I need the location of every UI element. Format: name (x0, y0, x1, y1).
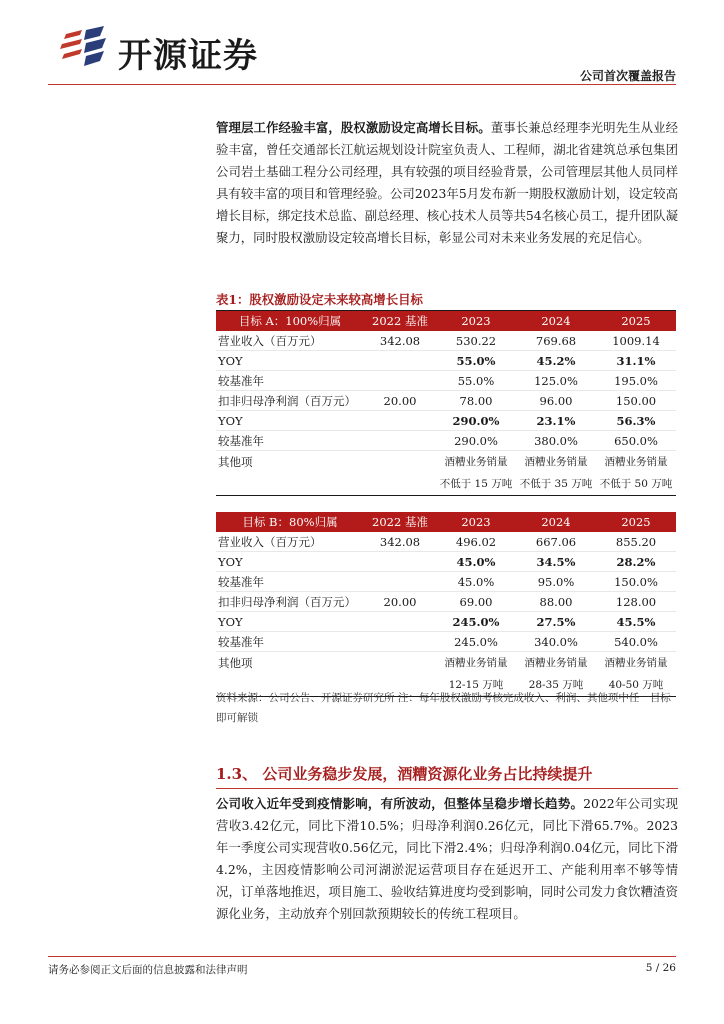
table-cell: 20.00 (364, 592, 436, 612)
table-cell: 45.0% (436, 552, 516, 572)
table-cell: 28.2% (596, 552, 676, 572)
table-row (216, 592, 676, 612)
table-header-cell: 2023 (436, 512, 516, 532)
brand-logo (56, 24, 266, 76)
cell-line: 不低于 15 万吨 (439, 478, 513, 490)
table-cell (364, 351, 436, 371)
table-cell: 扣非归母净利润（百万元） (216, 391, 364, 411)
table-cell: 150.00 (596, 391, 676, 411)
section-body: 2022年公司实现营收3.42亿元，同比下滑10.5%；归母净利润0.26亿元，同比下滑65.7%。2023年一季度公司实现营收0.56亿元，同比下滑2.4%；归母净利润0.04亿元，同比下滑4.2%，主因疫情影响公司河湖淤泥运营项目存在延迟开工、产能利用率不够等情况，订单落地推迟，项目施工、验收结算进度均受到影响，同时公司发力食饮糟渣资源化业务，主动放弃个别回款预期较长的传统工程项目。 (216, 796, 678, 921)
table-cell: 其他项 (216, 652, 364, 697)
table-cell: 667.06 (516, 532, 596, 552)
table-cell (516, 451, 596, 496)
table-cell (364, 451, 436, 496)
table-row (216, 351, 676, 371)
table-cell: 380.0% (516, 431, 596, 451)
table-row (216, 632, 676, 652)
brand-mark-icon (56, 24, 112, 68)
table-cell: 20.00 (364, 391, 436, 411)
table-source-note: 资料来源：公司公告、开源证券研究所 注：每年股权激励考核完成收入、利润、其他项中任一目标即可解锁 (216, 692, 671, 724)
table-cell (364, 612, 436, 632)
table-cell: 56.3% (596, 411, 676, 431)
table-header-cell: 2025 (596, 311, 676, 331)
table-header-cell: 目标 B：80%归属 (216, 512, 364, 532)
section-paragraph (216, 793, 678, 925)
cell-line: 酒糟业务销量 (444, 657, 508, 669)
table-cell: 342.08 (364, 532, 436, 552)
table-cell: 290.0% (436, 431, 516, 451)
footer-disclaimer: 请务必参阅正文后面的信息披露和法律声明 (48, 964, 248, 976)
table-row (216, 572, 676, 592)
table-row (216, 532, 676, 552)
table-cell: 540.0% (596, 632, 676, 652)
target-b-table (216, 512, 676, 697)
table-cell: 290.0% (436, 411, 516, 431)
table-cell: 45.2% (516, 351, 596, 371)
intro-body: 董事长兼总经理李光明先生从业经验丰富，曾任交通部长江航运规划设计院室负责人、工程师，湖北省建筑总承包集团公司岩土基础工程分公司经理，具有较强的项目经验背景，公司管理层其他人员同样具有较丰富的项目和管理经验。公司2023年5月发布新一期股权激励计划，设定较高增长目标，绑定技术总监、副总经理、核心技术人员等共54名核心员工，提升团队凝聚力，同时股权激励设定较高增长目标，彰显公司对未来业务发展的充足信心。 (216, 120, 679, 245)
cell-line: 酒糟业务销量 (604, 657, 668, 669)
section-lead: 公司收入近年受到疫情影响，有所波动，但整体呈稳步增长趋势。 (216, 796, 584, 811)
table-cell (596, 451, 676, 496)
table-cell: 营业收入（百万元） (216, 532, 364, 552)
table-cell: 88.00 (516, 592, 596, 612)
table-cell: 较基准年 (216, 632, 364, 652)
table-cell (436, 451, 516, 496)
cell-line: 28-35 万吨 (528, 679, 584, 691)
table-header-cell: 2025 (596, 512, 676, 532)
table-cell: YOY (216, 612, 364, 632)
table-cell: 245.0% (436, 632, 516, 652)
table-cell: 530.22 (436, 331, 516, 351)
table-header-row (216, 311, 676, 331)
table-cell: 769.68 (516, 331, 596, 351)
table-title: 表1：股权激励设定未来较高增长目标 (216, 292, 423, 307)
table-cell: 34.5% (516, 552, 596, 572)
table-cell: 340.0% (516, 632, 596, 652)
table-cell (364, 431, 436, 451)
intro-paragraph (216, 117, 678, 249)
table-cell: 其他项 (216, 451, 364, 496)
table-row (216, 411, 676, 431)
table-cell: 1009.14 (596, 331, 676, 351)
header-divider (48, 84, 676, 85)
table-cell: 较基准年 (216, 371, 364, 391)
table-cell (364, 632, 436, 652)
table-header-cell: 2024 (516, 311, 596, 331)
table-cell: 69.00 (436, 592, 516, 612)
table-row (216, 391, 676, 411)
table-header-cell: 2023 (436, 311, 516, 331)
table-row (216, 331, 676, 351)
page-header (0, 0, 724, 90)
report-type: 公司首次覆盖报告 (579, 69, 676, 83)
table-header-cell: 目标 A：100%归属 (216, 311, 364, 331)
table-cell: 150.0% (596, 572, 676, 592)
table-cell (364, 552, 436, 572)
cell-line: 酒糟业务销量 (524, 456, 588, 468)
table-cell: 95.0% (516, 572, 596, 592)
table-cell (364, 411, 436, 431)
table-row (216, 552, 676, 572)
brand-name: 开源证券 (118, 36, 258, 76)
intro-lead: 管理层工作经验丰富，股权激励设定高增长目标。 (216, 120, 491, 135)
table-cell: 27.5% (516, 612, 596, 632)
table-cell: 45.5% (596, 612, 676, 632)
table-cell: 较基准年 (216, 572, 364, 592)
section-divider (216, 788, 678, 789)
table-cell: 营业收入（百万元） (216, 331, 364, 351)
table-header-row (216, 512, 676, 532)
table-cell: 45.0% (436, 572, 516, 592)
cell-line: 12-15 万吨 (448, 679, 504, 691)
table-cell: 855.20 (596, 532, 676, 552)
table-header-cell: 2022 基准 (364, 512, 436, 532)
table-cell: YOY (216, 351, 364, 371)
table-row (216, 431, 676, 451)
table-header-cell: 2024 (516, 512, 596, 532)
cell-line: 不低于 50 万吨 (599, 478, 673, 490)
cell-line: 酒糟业务销量 (604, 456, 668, 468)
table-cell: 较基准年 (216, 431, 364, 451)
table-cell: 245.0% (436, 612, 516, 632)
cell-line: 酒糟业务销量 (444, 456, 508, 468)
table-cell (364, 371, 436, 391)
cell-line: 40-50 万吨 (608, 679, 664, 691)
table-cell: 125.0% (516, 371, 596, 391)
table-header-cell: 2022 基准 (364, 311, 436, 331)
table-cell: 195.0% (596, 371, 676, 391)
table-cell: YOY (216, 552, 364, 572)
table-cell: 扣非归母净利润（百万元） (216, 592, 364, 612)
table-cell: 96.00 (516, 391, 596, 411)
table-cell: 31.1% (596, 351, 676, 371)
table-cell: 650.0% (596, 431, 676, 451)
table-cell: 342.08 (364, 331, 436, 351)
page-number: 5 / 26 (645, 962, 676, 974)
footer-divider (48, 956, 676, 957)
cell-line: 酒糟业务销量 (524, 657, 588, 669)
table-cell (364, 572, 436, 592)
table-cell: 128.00 (596, 592, 676, 612)
table-cell: 496.02 (436, 532, 516, 552)
table-cell: YOY (216, 411, 364, 431)
table-cell: 78.00 (436, 391, 516, 411)
table-row (216, 451, 676, 496)
table-cell: 55.0% (436, 371, 516, 391)
table-row (216, 612, 676, 632)
cell-line: 不低于 35 万吨 (519, 478, 593, 490)
table-row (216, 371, 676, 391)
table-cell: 23.1% (516, 411, 596, 431)
target-a-table (216, 311, 676, 496)
table-cell: 55.0% (436, 351, 516, 371)
section-title: 1.3、 公司业务稳步发展，酒糟资源化业务占比持续提升 (216, 765, 593, 783)
